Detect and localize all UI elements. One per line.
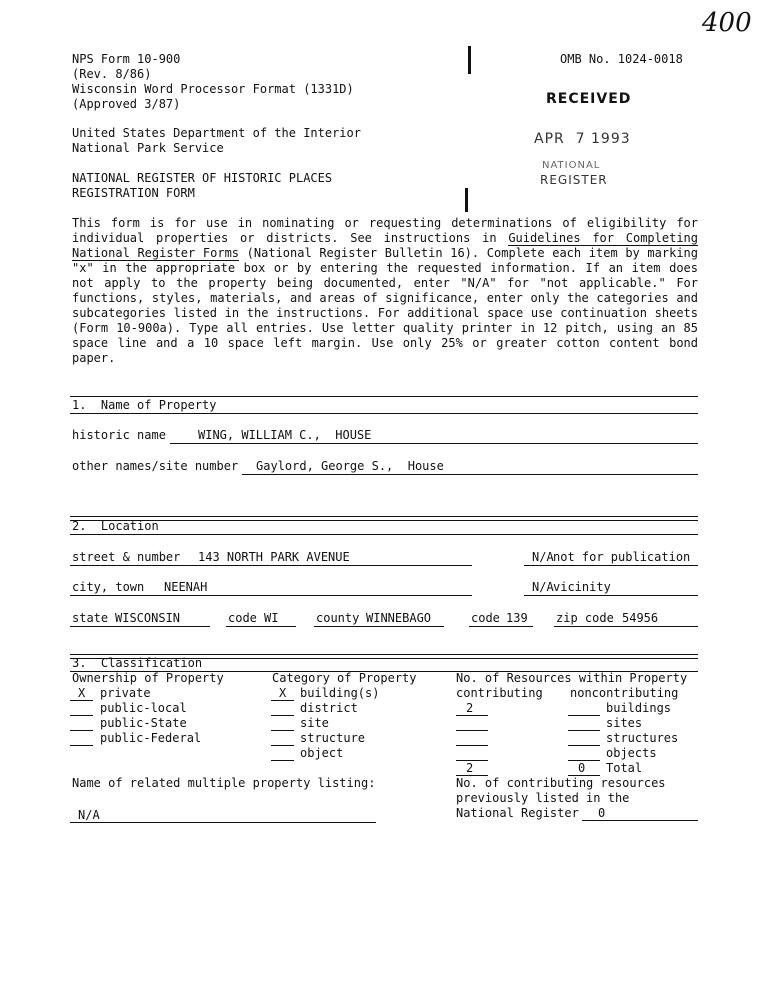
total-noncontributing: 0 (578, 761, 586, 775)
field-underline (582, 820, 698, 821)
field-underline (524, 595, 698, 596)
checkbox-line[interactable] (70, 700, 93, 701)
resource-structures: structures (606, 731, 679, 745)
section-2-heading: 2. Location (72, 519, 159, 533)
form-subtitle: REGISTRATION FORM (72, 186, 195, 200)
state-value: WISCONSIN (115, 611, 181, 625)
previously-listed-line3: National Register (456, 806, 579, 820)
resource-contributing: 2 (466, 701, 474, 715)
count-line[interactable] (456, 715, 488, 716)
resources-heading: No. of Resources within Property (456, 671, 688, 685)
street-value: 143 NORTH PARK AVENUE (198, 550, 350, 564)
form-approved: (Approved 3/87) (72, 97, 181, 111)
previously-listed-value: 0 (598, 806, 606, 820)
street-label: street & number (72, 550, 181, 564)
section-1-heading: 1. Name of Property (72, 398, 217, 412)
field-underline (524, 565, 698, 566)
form-revision: (Rev. 8/86) (72, 67, 152, 81)
field-underline (70, 822, 376, 823)
scan-mark (465, 188, 468, 212)
form-format: Wisconsin Word Processor Format (1331D) (72, 82, 354, 96)
guidelines-title: Guidelines for Completing National Register Forms (72, 231, 698, 260)
other-names-label: other names/site number (72, 459, 239, 473)
count-line[interactable] (568, 730, 600, 731)
field-underline (554, 626, 698, 627)
instructions-paragraph (72, 216, 698, 366)
contributing-label: contributing (456, 686, 543, 700)
other-names-value: Gaylord, George S., House (256, 459, 444, 473)
vicinity-label: vicinity (553, 580, 611, 594)
stamp-national: NATIONAL (542, 160, 601, 171)
received-stamp: RECEIVED (546, 91, 632, 107)
resource-total: Total (606, 761, 643, 775)
city-value: NEENAH (164, 580, 208, 594)
zip-label: zip code (556, 611, 614, 625)
ownership-public-federal: public-Federal (100, 731, 202, 745)
previously-listed-line2: previously listed in the (456, 791, 630, 805)
category-site: site (300, 716, 329, 730)
service: National Park Service (72, 141, 224, 155)
not-for-publication-value: N/A (532, 550, 554, 564)
field-underline (70, 626, 210, 627)
scan-mark (468, 46, 471, 74)
zip-value: 54956 (622, 611, 659, 625)
multiple-listing-label: Name of related multiple property listing: (72, 776, 376, 790)
section-rule (70, 516, 698, 521)
resource-sites: sites (606, 716, 643, 730)
ownership-private: private (100, 686, 151, 700)
resource-buildings: buildings (606, 701, 672, 715)
count-line[interactable] (456, 730, 488, 731)
instructions-text-cont: (National Register Bulletin 16). Complete each item by marking "x" in the appropriate box or by entering the requested information. If an item does not apply to the property being documented, enter "N/A" for "not applicable." For functions, styles, materials, and areas of significance, enter only the categories and subcategories listed in the instructions. For additional space use continuation sheets (Form 10-900a). Type all entries. Use letter quality printer in 12 pitch, using an 85 space line and a 10 space left margin. Use only 25% or greater cotton content bond paper. (72, 246, 698, 365)
checkbox-line[interactable] (271, 700, 294, 701)
count-line[interactable] (568, 745, 600, 746)
category-mark: X (279, 686, 287, 700)
ownership-public-local: public-local (100, 701, 187, 715)
form-title: NATIONAL REGISTER OF HISTORIC PLACES (72, 171, 333, 185)
not-for-publication-label: not for publication (553, 550, 691, 564)
checkbox-line[interactable] (271, 715, 294, 716)
field-underline (70, 565, 472, 566)
handwritten-note: 400 (702, 8, 752, 38)
field-underline (469, 626, 533, 627)
checkbox-line[interactable] (271, 760, 294, 761)
field-underline (242, 474, 698, 475)
checkbox-line[interactable] (271, 745, 294, 746)
ownership-heading: Ownership of Property (72, 671, 224, 685)
category-object: object (300, 746, 344, 760)
city-label: city, town (72, 580, 145, 594)
historic-name-label: historic name (72, 428, 166, 442)
checkbox-line[interactable] (70, 730, 93, 731)
department: United States Department of the Interior (72, 126, 361, 140)
section-rule (70, 534, 698, 535)
instructions-text: This form is for use in nominating or requesting determinations of eligibility for individual properties or districts. See instructions in (72, 216, 698, 245)
count-line[interactable] (568, 715, 600, 716)
county-code-value: 139 (506, 611, 528, 625)
ownership-public-state: public-State (100, 716, 187, 730)
county-value: WINNEBAGO (366, 611, 432, 625)
category-buildings: building(s) (300, 686, 380, 700)
historic-name-value: WING, WILLIAM C., HOUSE (198, 428, 372, 442)
county-code-label: code (471, 611, 500, 625)
checkbox-line[interactable] (70, 715, 93, 716)
county-label: county (316, 611, 360, 625)
checkbox-line[interactable] (271, 730, 294, 731)
state-code-value: WI (264, 611, 279, 625)
section-rule (70, 396, 698, 397)
count-line[interactable] (456, 745, 488, 746)
noncontributing-label: noncontributing (570, 686, 679, 700)
state-code-label: code (228, 611, 257, 625)
ownership-mark: X (78, 686, 86, 700)
field-underline (226, 626, 296, 627)
checkbox-line[interactable] (70, 745, 93, 746)
resource-objects: objects (606, 746, 657, 760)
field-underline (70, 595, 472, 596)
state-label: state (72, 611, 109, 625)
vicinity-value: N/A (532, 580, 554, 594)
category-heading: Category of Property (272, 671, 417, 685)
stamp-register: REGISTER (540, 173, 608, 187)
field-underline (314, 626, 444, 627)
previously-listed-line1: No. of contributing resources (456, 776, 666, 790)
form-number: NPS Form 10-900 (72, 52, 181, 66)
total-contributing: 2 (466, 761, 474, 775)
received-date: APR 7 1993 (534, 131, 631, 147)
category-district: district (300, 701, 358, 715)
field-underline (170, 443, 698, 444)
multiple-listing-value: N/A (78, 808, 100, 822)
omb-number: OMB No. 1024-0018 (560, 52, 683, 66)
section-3-heading: 3. Classification (72, 656, 203, 670)
section-rule (70, 413, 698, 414)
category-structure: structure (300, 731, 366, 745)
